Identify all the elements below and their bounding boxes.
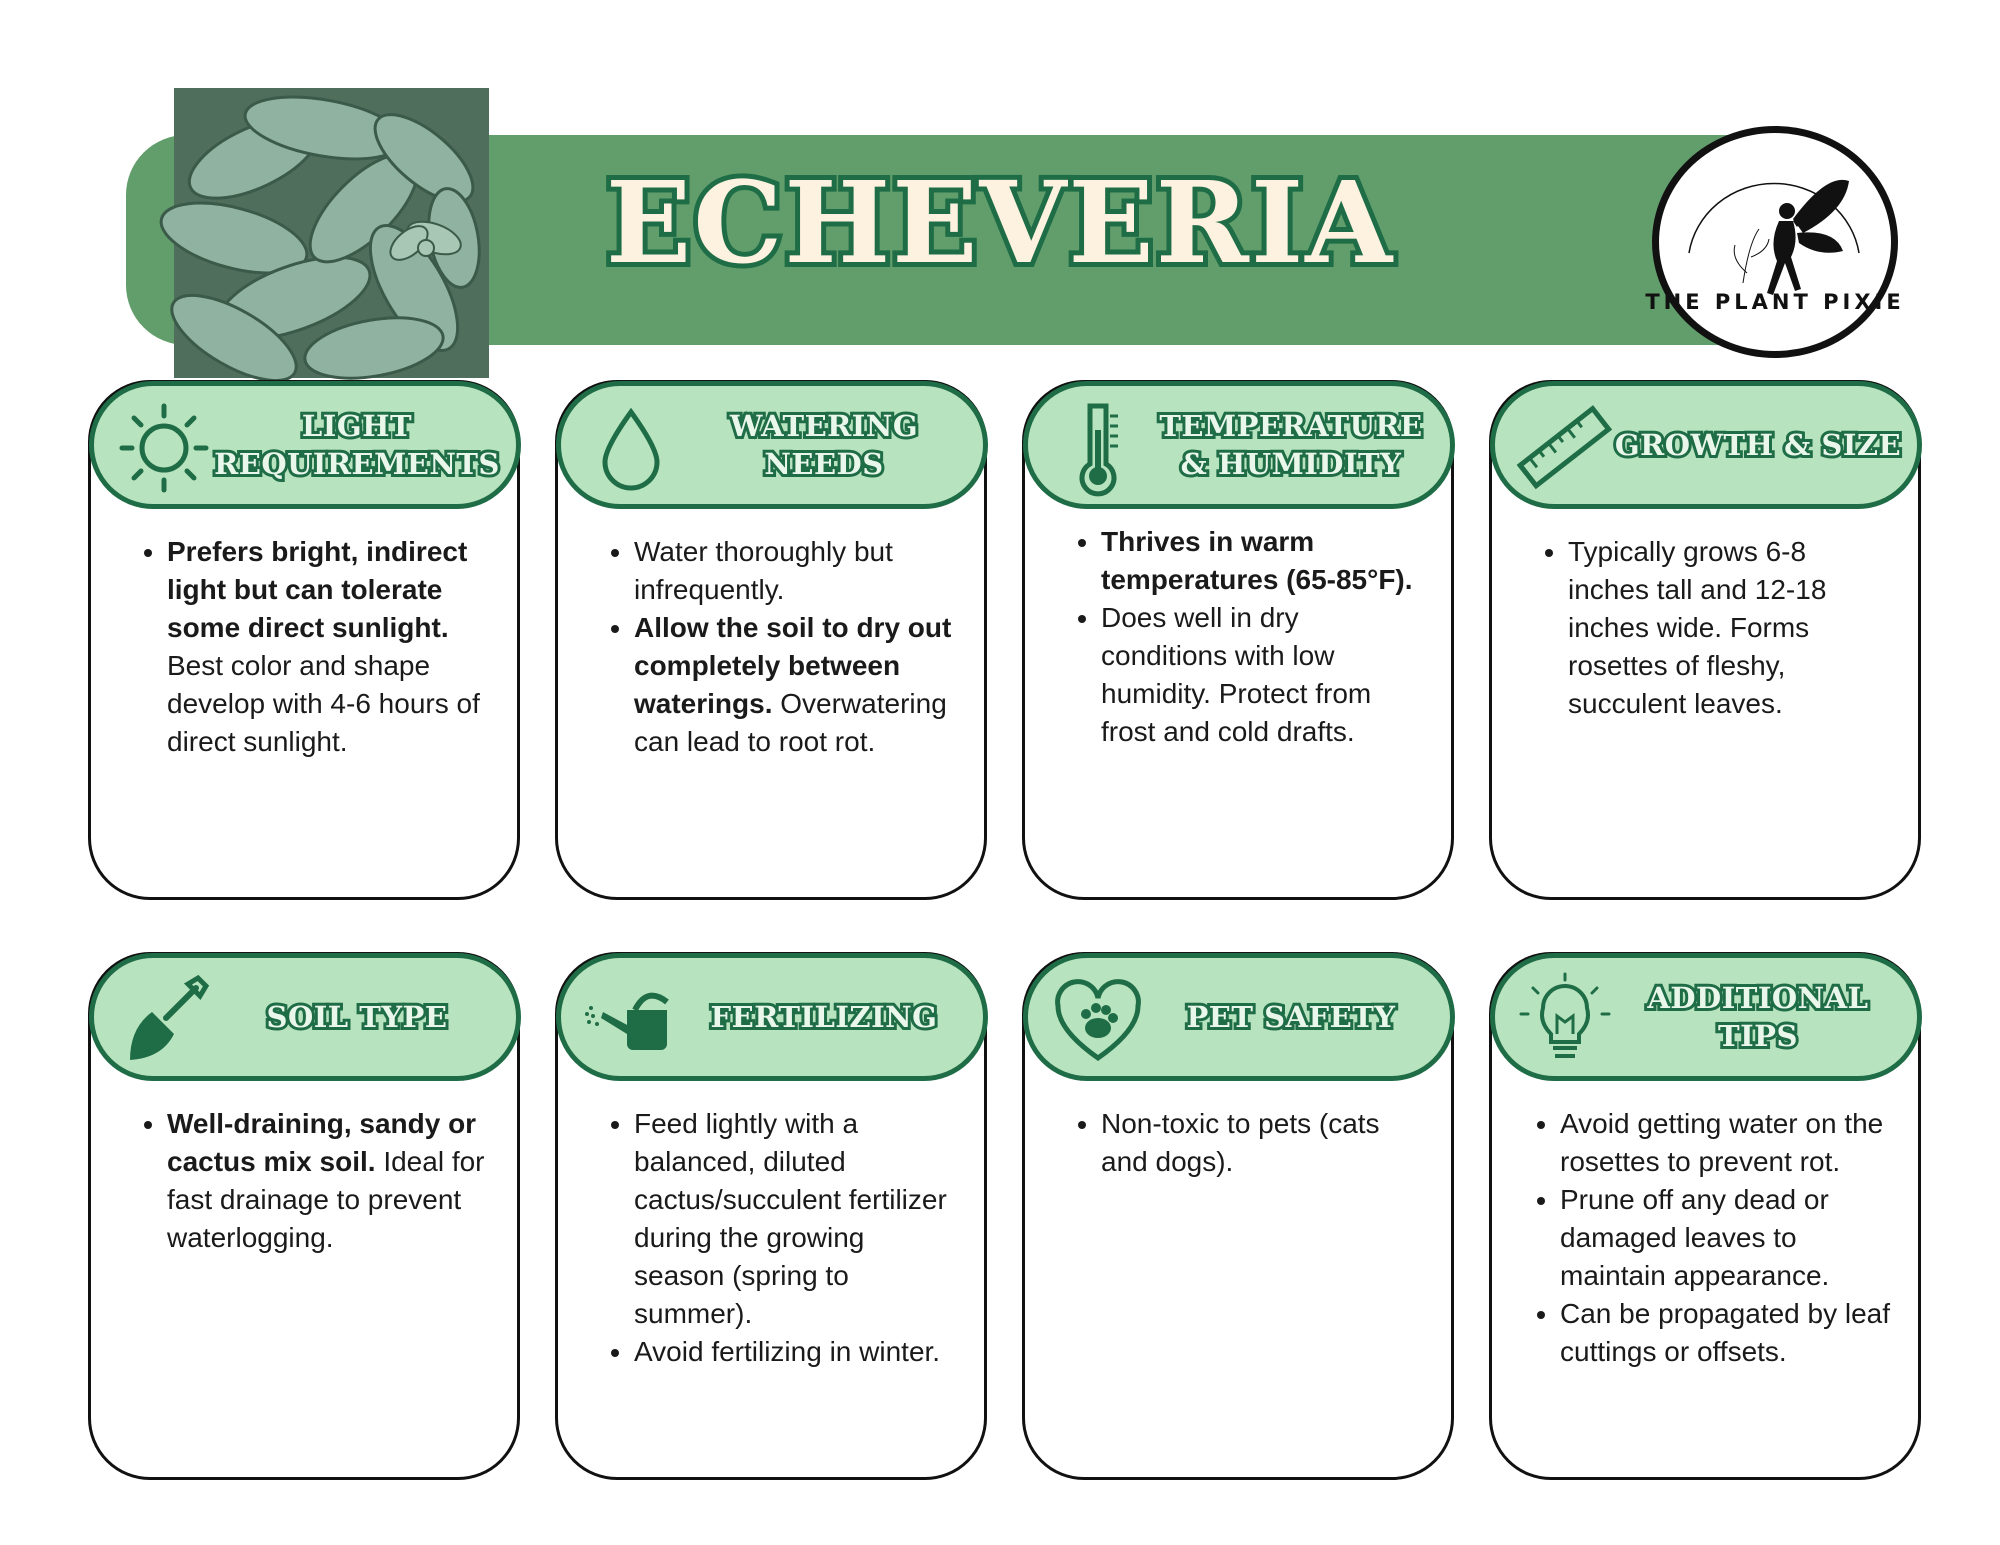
card-title: TEMPERATURE & HUMIDITY xyxy=(1159,409,1423,481)
card-title: LIGHT REQUIREMENTS xyxy=(214,409,500,481)
ruler-icon xyxy=(1517,400,1613,496)
list-item: • Does well in dry conditions with low humidity. Protect from frost and cold drafts. xyxy=(1101,599,1427,751)
card-body xyxy=(133,533,493,761)
card-pet-safety xyxy=(1022,952,1454,1480)
list-item: • Avoid fertilizing in winter. xyxy=(634,1333,960,1371)
card-title: GROWTH & SIZE xyxy=(1614,428,1902,462)
sun-icon xyxy=(116,400,212,496)
card-body xyxy=(1526,1105,1904,1371)
card-body xyxy=(1534,533,1894,723)
list-item: • Typically grows 6-8 inches tall and 12-18 inches wide. Forms rosettes of fleshy, succulent leaves. xyxy=(1568,533,1894,723)
list-item: • Can be propagated by leaf cuttings or offsets. xyxy=(1560,1295,1904,1371)
card-header xyxy=(1490,381,1922,509)
shovel-icon xyxy=(116,972,212,1068)
card-soil xyxy=(88,952,520,1480)
card-header xyxy=(89,953,521,1081)
card-additional-tips xyxy=(1489,952,1921,1480)
card-body xyxy=(1067,523,1427,751)
thermometer-icon xyxy=(1050,400,1146,496)
list-item: • Prune off any dead or damaged leaves to maintain appearance. xyxy=(1560,1181,1904,1295)
card-body xyxy=(600,533,960,761)
list-item: • Allow the soil to dry out completely between waterings. Overwatering can lead to root rot. xyxy=(634,609,960,761)
list-item: • Well-draining, sandy or cactus mix soil. Ideal for fast drainage to prevent waterlogging. xyxy=(167,1105,493,1257)
list-item: • Prefers bright, indirect light but can tolerate some direct sunlight. Best color and shape develop with 4-6 hours of direct sunlight. xyxy=(167,533,493,761)
card-title: SOIL TYPE xyxy=(266,1000,448,1034)
lightbulb-icon xyxy=(1517,972,1613,1068)
watering-can-icon xyxy=(583,972,679,1068)
list-item: • Water thoroughly but infrequently. xyxy=(634,533,960,609)
page-title: ECHEVERIA xyxy=(605,158,1395,289)
card-header xyxy=(556,953,988,1081)
card-watering xyxy=(555,380,987,900)
water-drop-icon xyxy=(583,400,679,496)
card-temperature xyxy=(1022,380,1454,900)
card-title: WATERING NEEDS xyxy=(729,409,919,481)
card-growth xyxy=(1489,380,1921,900)
logo-text: THE PLANT PIXIE xyxy=(1645,290,1905,314)
card-header xyxy=(89,381,521,509)
card-title: PET SAFETY xyxy=(1186,1000,1396,1034)
card-header xyxy=(1023,953,1455,1081)
card-body xyxy=(600,1105,960,1371)
list-item: • Thrives in warm temperatures (65-85°F). xyxy=(1101,523,1427,599)
card-body xyxy=(133,1105,493,1257)
plant-pixie-logo xyxy=(1645,126,1905,358)
paw-heart-icon xyxy=(1050,972,1146,1068)
list-item: • Non-toxic to pets (cats and dogs). xyxy=(1101,1105,1427,1181)
echeveria-photo xyxy=(174,88,489,378)
list-item: • Avoid getting water on the rosettes to prevent rot. xyxy=(1560,1105,1904,1181)
card-header xyxy=(556,381,988,509)
card-body xyxy=(1067,1105,1427,1181)
card-fertilizing xyxy=(555,952,987,1480)
card-light xyxy=(88,380,520,900)
card-title: FERTILIZING xyxy=(710,1000,938,1034)
card-header xyxy=(1023,381,1455,509)
list-item: • Feed lightly with a balanced, diluted cactus/succulent fertilizer during the growing season (spring to summer). xyxy=(634,1105,960,1333)
card-title: ADDITIONAL TIPS xyxy=(1647,981,1869,1053)
card-header xyxy=(1490,953,1922,1081)
